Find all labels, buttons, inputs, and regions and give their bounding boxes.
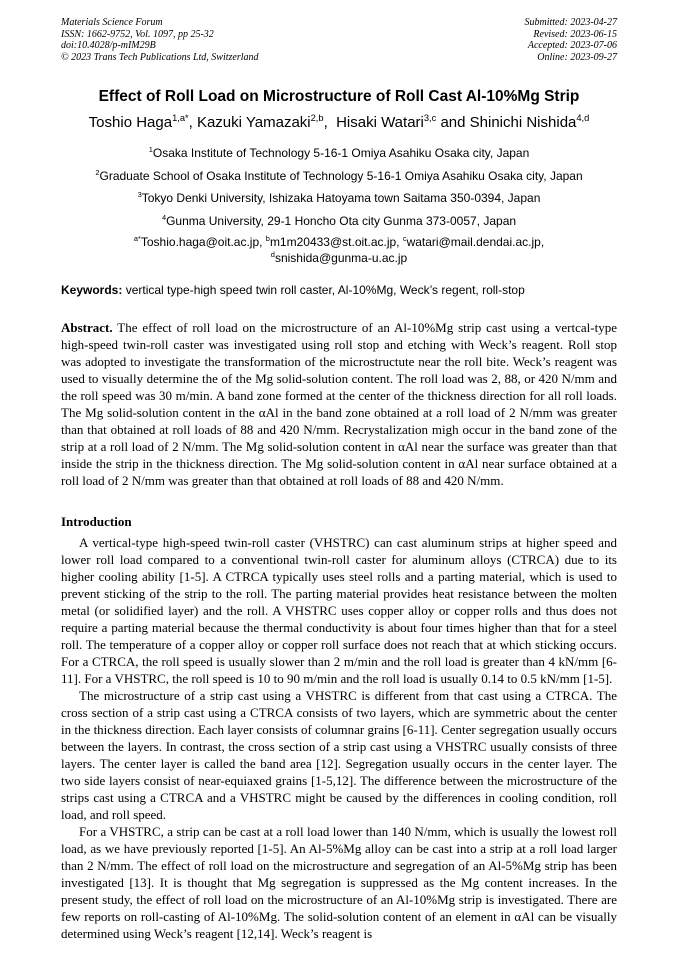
journal-info-block: [61, 17, 259, 63]
revised-date: Revised: 2023-06-15: [533, 28, 617, 40]
email-line: [61, 234, 617, 250]
body-paragraph: A vertical-type high-speed twin-roll caster (VHSTRC) can cast aluminum strips at higher speed and lower roll load compared to a conventional twin-roll caster for aluminum alloys (CTRCA) due to its higher cooling ability [1-5]. A CTRCA typically uses steel rolls and a parting material, which is used to prevent sticking of the strip to the roll. The parting material provides heat resistance between the molten metal (or solidified layer) and the roll. A VHSTRC uses copper alloy or copper rolls and thus does not require a parting material because the thermal conductivity is about four times higher than that for a steel roll. The temperature of a copper alloy or copper roll surface does not reach that at which sticking occurs. For a CTRCA, the roll speed is usually slower than 2 m/min and the roll load is greater than 4 kN/mm [6-11]. For a VHSTRC, the roll speed is 10 to 90 m/min and the roll load is usually 0.14 to 0.5 kN/mm [1-5].: [61, 534, 617, 686]
email-mark: c: [402, 233, 407, 243]
keywords-label: Keywords:: [61, 282, 123, 297]
accepted-date: Accepted: 2023-07-06: [527, 40, 617, 51]
affiliation-line: [61, 214, 617, 228]
author-separator: ,: [188, 114, 197, 131]
paper-title: Effect of Roll Load on Microstructure of Roll Cast Al-10%Mg Strip: [98, 88, 580, 105]
affiliation-number: 4: [161, 212, 167, 222]
email-mark: b: [265, 233, 270, 243]
email-address: watari@mail.dendai.ac.jp,: [406, 234, 545, 249]
affiliation-number: 1: [148, 145, 153, 154]
author-name: Shinichi Nishida: [469, 114, 577, 131]
affiliation-text: Gunma University, 29-1 Honcho Ota city Gunma 373-0057, Japan: [166, 213, 517, 228]
email-mark: d: [270, 249, 275, 259]
email-mark: a*: [133, 233, 141, 243]
author-affiliation-mark: 1,a*: [172, 113, 189, 123]
submitted-date: Submitted: 2023-04-27: [524, 17, 617, 28]
body-paragraph: The microstructure of a strip cast using a VHSTRC is different from that cast using a CTRCA. The cross section of a strip cast using a CTRCA consists of two layers, which are symmetric about the center in the thickness direction. Each layer consists of columnar grains [6-11]. Center segregation usually occurs between the layers. In contrast, the cross section of a strip cast using a VHSTRC usually consists of three layers. The center layer is called the band area [12]. Segregation usually occurs in the center layer. The two side layers consist of near-equiaxed grains [1-5,12]. The difference between the microstructure of the strips cast using a CTRCA and a VHSTRC might be caused by the differences in cooling condition, roll load, and roll speed.: [61, 687, 617, 822]
section-heading-introduction: Introduction: [61, 513, 132, 529]
journal-name: Materials Science Forum: [61, 17, 163, 28]
affiliation-text: Osaka Institute of Technology 5-16-1 Omiya Asahiku Osaka city, Japan: [152, 146, 530, 160]
abstract-paragraph: [61, 319, 617, 489]
journal-copyright: © 2023 Trans Tech Publications Ltd, Switzerland: [61, 51, 259, 63]
keywords-text: vertical type-high speed twin roll caster, Al-10%Mg, Weck’s regent, roll-stop: [122, 282, 525, 297]
author-affiliation-mark: 4,d: [576, 113, 590, 123]
author-name: Hisaki Watari: [336, 114, 424, 131]
body-paragraph: For a VHSTRC, a strip can be cast at a roll load lower than 140 N/mm, which is usually the lowest roll load, as we have previously reported [1-5]. An Al-5%Mg alloy can be cast into a strip at a roll load larger than 2 N/mm. The effect of roll load on the microstructure and segregation of an Al-5%Mg strip has been investigated [13]. It is thought that Mg segregation is suppressed as the Mg content increases. In the present study, the effect of roll load on the microstructure of an Al-10%Mg strip is investigated. There are few reports on roll-casting of Al-10%Mg. The solid-solution content of an element in αAl can be visually determined using Weck’s reagent [12,14]. Weck’s reagent is: [61, 823, 617, 941]
email-line: [61, 250, 617, 266]
affiliation-number: 2: [95, 167, 100, 177]
author-separator: and: [436, 114, 470, 131]
affiliation-line: [61, 169, 617, 183]
author-separator: ,: [323, 114, 337, 131]
author-affiliation-mark: 2,b: [310, 113, 324, 123]
email-address: snishida@gunma-u.ac.jp: [274, 250, 408, 265]
email-address: m1m20433@st.oit.ac.jp,: [269, 234, 403, 249]
affiliation-text: Graduate School of Osaka Institute of Technology 5-16-1 Omiya Asahiku Osaka city, Japan: [99, 168, 583, 183]
author-name: Kazuki Yamazaki: [196, 114, 311, 131]
journal-doi: doi:10.4028/p-mIM29B: [61, 40, 156, 51]
author-name: Toshio Haga: [88, 114, 173, 131]
author-affiliation-mark: 3,c: [423, 113, 437, 123]
keywords-line: [61, 283, 617, 298]
affiliation-number: 3: [137, 190, 142, 199]
affiliation-line: [61, 146, 617, 160]
journal-header: [61, 17, 617, 63]
abstract-text: The effect of roll load on the microstructure of an Al-10%Mg strip cast using a vertcal-type high-speed twin-roll caster was investigated using roll stop and etching with Weck’s reagent. Roll stop was adopted to investigate the transformation of the microstructute near the roll bite. Weck’s reagent was used to visually determine the of the Mg solid-solution content. The roll load was 2, 88, or 420 N/mm and the roll speed was 30 m/min. A band zone formed at the center of the thickness direction for all roll loads. The Mg solid-solution content in the αAl in the band zone obtained at a roll load of 2 N/mm was greater than that obtained at roll loads of 88 and 420 N/mm. Recrystalization migh occur in the band zone of the strip at a roll load of 2 N/mm. The Mg solid-solution content in αAl near the surface was greater than that inside the strip in the thickness direction. The Mg solid-solution content in αAl near surface obtained at a roll load of 2 N/mm was greater than that obtained at roll loads of 88 and 420 N/mm.: [61, 319, 617, 488]
email-address: Toshio.haga@oit.ac.jp,: [140, 234, 266, 249]
submission-dates-block: [525, 17, 618, 63]
authors-line: [61, 113, 617, 133]
abstract-label: Abstract.: [61, 319, 113, 335]
journal-issn-volume: ISSN: 1662-9752, Vol. 1097, pp 25-32: [61, 28, 214, 40]
affiliation-line: [61, 191, 617, 205]
online-date: Online: 2023-09-27: [537, 51, 617, 63]
affiliation-text: Tokyo Denki University, Ishizaka Hatoyama town Saitama 350-0394, Japan: [141, 191, 541, 205]
author-emails: [61, 234, 617, 266]
